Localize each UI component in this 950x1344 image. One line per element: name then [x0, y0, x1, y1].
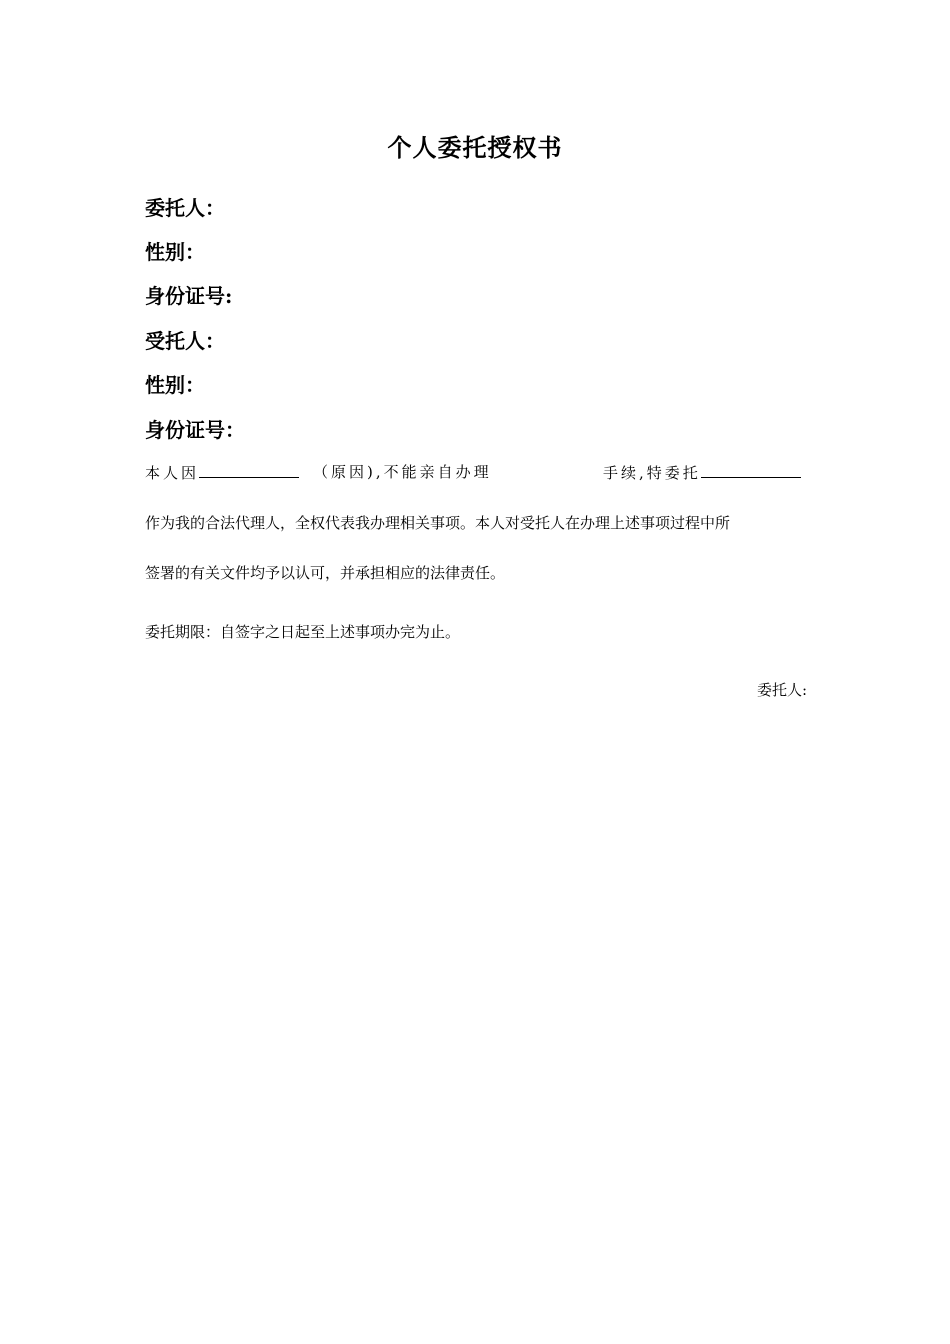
agent-name-blank: [701, 461, 801, 478]
statement-part-3: [603, 461, 801, 484]
term-statement: 委托期限：自签字之日起至上述事项办完为止。: [145, 623, 461, 641]
principal-id-label: 身份证号:: [145, 284, 233, 308]
statement-line-2: 作为我的合法代理人，全权代表我办理相关事项。本人对受托人在办理上述事项过程中所: [145, 514, 731, 532]
signature-label: 委托人:: [756, 681, 807, 699]
statement-part-1: [145, 461, 299, 484]
statement-reason-prefix: 本人因: [145, 464, 200, 482]
agent-label: 受托人：: [145, 329, 225, 353]
reason-blank: [199, 461, 299, 478]
document-title: 个人委托授权书: [387, 133, 563, 162]
statement-line-3: 签署的有关文件均予以认可，并承担相应的法律责任。: [145, 564, 506, 582]
agent-id-label: 身份证号：: [145, 418, 245, 442]
agent-gender-label: 性别：: [145, 373, 205, 397]
statement-entrust-text: 手续,特委托: [603, 464, 701, 482]
principal-label: 委托人：: [145, 196, 225, 220]
principal-gender-label: 性别：: [145, 240, 205, 264]
statement-part-2: （原因),不能亲自办理: [313, 463, 492, 481]
